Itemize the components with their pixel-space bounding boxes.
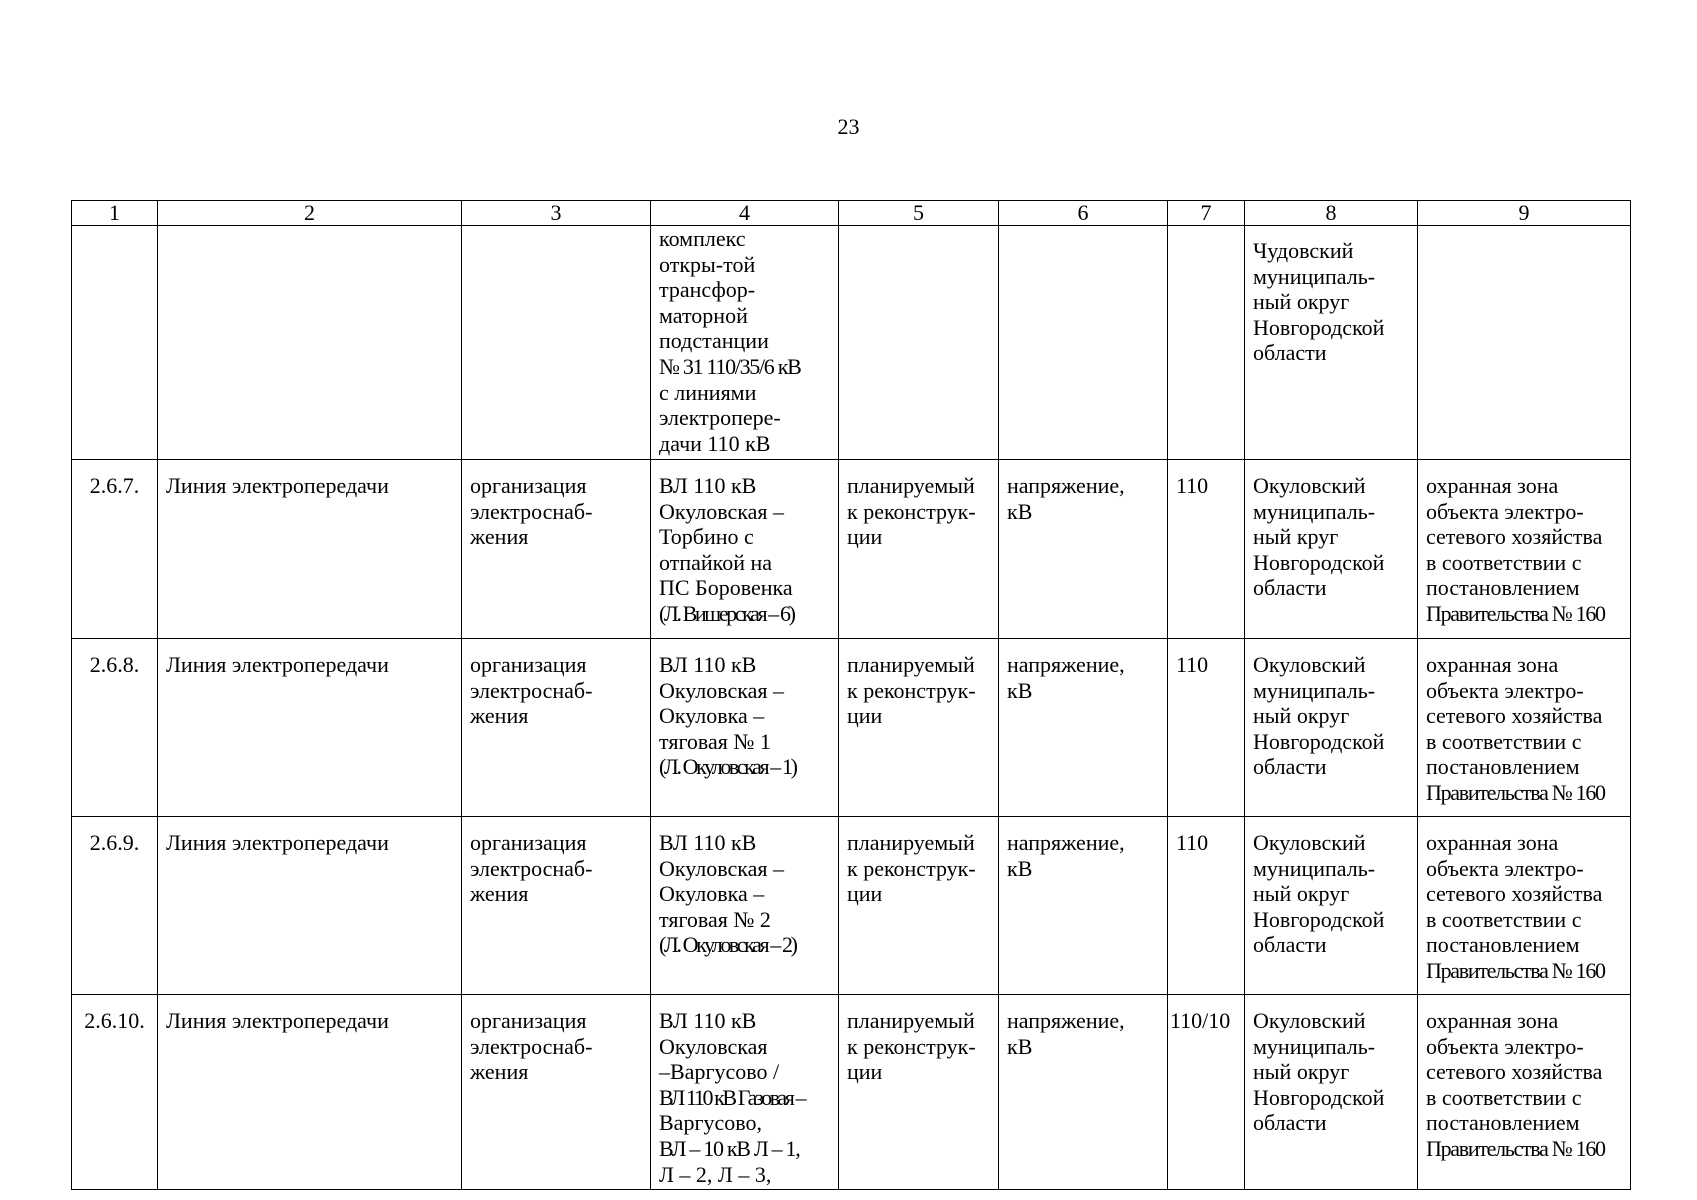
status-cell: [839, 460, 999, 639]
value-cell: 110: [1168, 639, 1245, 817]
location-line: Новгородской: [1253, 906, 1385, 932]
zone-line: постановлением: [1426, 932, 1580, 958]
location-line: области: [1253, 575, 1327, 601]
page-number: 23: [837, 114, 860, 139]
description-line: трансфор-: [659, 277, 756, 303]
description-line: электропере-: [659, 405, 781, 431]
zone-line: постановлением: [1426, 575, 1580, 601]
description-line: Торбино с: [659, 524, 754, 550]
location-line: Окуловский: [1253, 652, 1366, 677]
description-line: комплекс: [659, 226, 746, 251]
zone-line: сетевого хозяйства: [1426, 524, 1603, 550]
zone-line: объекта электро-: [1426, 498, 1584, 524]
description-line: дачи 110 кВ: [659, 430, 771, 456]
zone-cell: [1418, 226, 1631, 460]
purpose-line: организация: [470, 473, 587, 498]
location-line: Новгородской: [1253, 314, 1385, 340]
zone-line: сетевого хозяйства: [1426, 1059, 1603, 1085]
description-line: откры-той: [659, 251, 756, 277]
description-line: маторной: [659, 302, 748, 328]
zone-line: Правительства № 160: [1426, 957, 1605, 983]
description-cell: [651, 460, 839, 639]
description-cell: [651, 995, 839, 1190]
status-cell: [839, 639, 999, 817]
purpose-line: организация: [470, 830, 587, 855]
description-line: № 31 110/35/6 кВ: [659, 353, 801, 379]
description-line: ВЛ 110 кВ: [659, 473, 757, 498]
zone-cell: [1418, 639, 1631, 817]
purpose-line: организация: [470, 1008, 587, 1033]
object-name-cell: Линия электропередачи: [158, 639, 462, 817]
location-line: муниципаль-: [1253, 1033, 1376, 1059]
location-line: Новгородской: [1253, 549, 1385, 575]
row-number-cell: [72, 226, 158, 460]
column-number-row: [72, 201, 1631, 226]
zone-cell: [1418, 995, 1631, 1190]
location-line: области: [1253, 1110, 1327, 1136]
description-line: с линиями: [659, 379, 757, 405]
value-cell: 110/10: [1168, 995, 1245, 1190]
purpose-line: жения: [470, 1059, 529, 1085]
description-line: Окуловская –: [659, 855, 785, 881]
parameter-cell: [999, 817, 1168, 995]
status-line: к реконструк-: [847, 677, 976, 703]
purpose-line: электроснаб-: [470, 677, 593, 703]
column-header: 2: [158, 201, 462, 226]
objects-table: [71, 200, 1631, 1190]
location-cell: [1245, 995, 1418, 1190]
location-line: Новгородской: [1253, 728, 1385, 754]
status-line: ции: [847, 881, 883, 907]
object-name-cell: Линия электропередачи: [158, 995, 462, 1190]
description-cell: [651, 639, 839, 817]
status-line: планируемый: [847, 473, 975, 498]
zone-line: объекта электро-: [1426, 855, 1584, 881]
zone-line: охранная зона: [1426, 830, 1559, 855]
row-number-cell: 2.6.8.: [72, 639, 158, 817]
location-line: Окуловский: [1253, 1008, 1366, 1033]
location-line: Новгородской: [1253, 1084, 1385, 1110]
status-line: к реконструк-: [847, 855, 976, 881]
zone-line: охранная зона: [1426, 473, 1559, 498]
zone-line: Правительства № 160: [1426, 779, 1605, 805]
table-row: [72, 995, 1631, 1190]
status-cell: [839, 817, 999, 995]
description-line: ВЛ 110 кВ: [659, 652, 757, 677]
zone-cell: [1418, 460, 1631, 639]
location-line: муниципаль-: [1253, 263, 1376, 289]
status-line: планируемый: [847, 652, 975, 677]
location-cell: [1245, 460, 1418, 639]
purpose-cell: [462, 995, 651, 1190]
column-header: 9: [1418, 201, 1631, 226]
status-line: к реконструк-: [847, 1033, 976, 1059]
value-cell: 110: [1168, 460, 1245, 639]
parameter-line: кВ: [1007, 677, 1033, 703]
column-header: 8: [1245, 201, 1418, 226]
purpose-line: жения: [470, 524, 529, 550]
location-line: ный круг: [1253, 524, 1339, 550]
parameter-line: кВ: [1007, 855, 1033, 881]
description-line: (Л. Окуловская – 2): [659, 932, 796, 958]
description-line: тяговая № 2: [659, 906, 771, 932]
row-number-cell: 2.6.7.: [72, 460, 158, 639]
parameter-cell: [999, 995, 1168, 1190]
description-line: тяговая № 1: [659, 728, 771, 754]
location-line: муниципаль-: [1253, 855, 1376, 881]
status-line: к реконструк-: [847, 498, 976, 524]
purpose-line: организация: [470, 652, 587, 677]
purpose-line: жения: [470, 703, 529, 729]
location-line: муниципаль-: [1253, 677, 1376, 703]
column-header: 7: [1168, 201, 1245, 226]
description-line: Окуловская: [659, 1033, 768, 1059]
description-line: Окуловская –: [659, 677, 785, 703]
parameter-line: напряжение,: [1007, 652, 1125, 677]
parameter-cell: [999, 639, 1168, 817]
zone-line: сетевого хозяйства: [1426, 881, 1603, 907]
zone-line: Правительства № 160: [1426, 600, 1605, 626]
zone-line: охранная зона: [1426, 1008, 1559, 1033]
purpose-line: электроснаб-: [470, 498, 593, 524]
description-line: ПС Боровенка: [659, 575, 793, 601]
description-line: –Варгусово /: [659, 1059, 780, 1085]
description-line: Окуловка –: [659, 881, 765, 907]
status-cell: [839, 226, 999, 460]
zone-line: постановлением: [1426, 754, 1580, 780]
description-line: Л – 2, Л – 3,: [659, 1161, 772, 1187]
table-row: [72, 460, 1631, 639]
location-cell: [1245, 639, 1418, 817]
table-row: [72, 226, 1631, 460]
zone-line: постановлением: [1426, 1110, 1580, 1136]
zone-line: объекта электро-: [1426, 1033, 1584, 1059]
zone-line: в соответствии с: [1426, 728, 1582, 754]
location-line: ный округ: [1253, 703, 1350, 729]
table-row: [72, 817, 1631, 995]
location-line: области: [1253, 340, 1327, 366]
description-cell: [651, 817, 839, 995]
location-line: области: [1253, 754, 1327, 780]
description-line: Окуловка –: [659, 703, 765, 729]
description-line: Окуловская –: [659, 498, 785, 524]
location-line: ный округ: [1253, 881, 1350, 907]
location-line: ный округ: [1253, 1059, 1350, 1085]
row-number-cell: 2.6.10.: [72, 995, 158, 1190]
purpose-cell: [462, 639, 651, 817]
value-cell: [1168, 226, 1245, 460]
zone-line: охранная зона: [1426, 652, 1559, 677]
status-line: планируемый: [847, 830, 975, 855]
location-line: Окуловский: [1253, 830, 1366, 855]
location-line: Окуловский: [1253, 473, 1366, 498]
description-line: ВЛ 110 кВ Газовая –: [659, 1084, 805, 1110]
purpose-cell: [462, 460, 651, 639]
location-cell: [1245, 226, 1418, 460]
purpose-line: электроснаб-: [470, 1033, 593, 1059]
object-name-cell: Линия электропередачи: [158, 817, 462, 995]
description-line: (Л. Вишерская – 6): [659, 600, 794, 626]
description-line: подстанции: [659, 328, 769, 354]
purpose-line: электроснаб-: [470, 855, 593, 881]
object-name-cell: [158, 226, 462, 460]
status-line: планируемый: [847, 1008, 975, 1033]
description-line: ВЛ 110 кВ: [659, 830, 757, 855]
parameter-line: напряжение,: [1007, 1008, 1125, 1033]
table-row: [72, 639, 1631, 817]
description-line: ВЛ 110 кВ: [659, 1008, 757, 1033]
status-line: ции: [847, 1059, 883, 1085]
zone-cell: [1418, 817, 1631, 995]
parameter-cell: [999, 226, 1168, 460]
column-header: 5: [839, 201, 999, 226]
zone-line: в соответствии с: [1426, 549, 1582, 575]
location-line: муниципаль-: [1253, 498, 1376, 524]
object-name-cell: Линия электропередачи: [158, 460, 462, 639]
status-line: ции: [847, 703, 883, 729]
column-header: 1: [72, 201, 158, 226]
row-number-cell: 2.6.9.: [72, 817, 158, 995]
description-line: ВЛ – 10 кВ Л – 1,: [659, 1135, 800, 1161]
parameter-line: напряжение,: [1007, 830, 1125, 855]
location-line: ный округ: [1253, 289, 1350, 315]
description-cell: [651, 226, 839, 460]
zone-line: сетевого хозяйства: [1426, 703, 1603, 729]
location-line: Чудовский: [1253, 238, 1354, 263]
location-line: области: [1253, 932, 1327, 958]
purpose-cell: [462, 226, 651, 460]
purpose-line: жения: [470, 881, 529, 907]
location-cell: [1245, 817, 1418, 995]
zone-line: в соответствии с: [1426, 1084, 1582, 1110]
description-line: Варгусово,: [659, 1110, 762, 1136]
parameter-cell: [999, 460, 1168, 639]
description-line: (Л. Окуловская – 1): [659, 754, 796, 780]
column-header: 3: [462, 201, 651, 226]
status-line: ции: [847, 524, 883, 550]
zone-line: Правительства № 160: [1426, 1135, 1605, 1161]
zone-line: объекта электро-: [1426, 677, 1584, 703]
parameter-line: кВ: [1007, 498, 1033, 524]
column-header: 4: [651, 201, 839, 226]
column-header: 6: [999, 201, 1168, 226]
parameter-line: напряжение,: [1007, 473, 1125, 498]
value-cell: 110: [1168, 817, 1245, 995]
status-cell: [839, 995, 999, 1190]
parameter-line: кВ: [1007, 1033, 1033, 1059]
description-line: отпайкой на: [659, 549, 773, 575]
purpose-cell: [462, 817, 651, 995]
zone-line: в соответствии с: [1426, 906, 1582, 932]
